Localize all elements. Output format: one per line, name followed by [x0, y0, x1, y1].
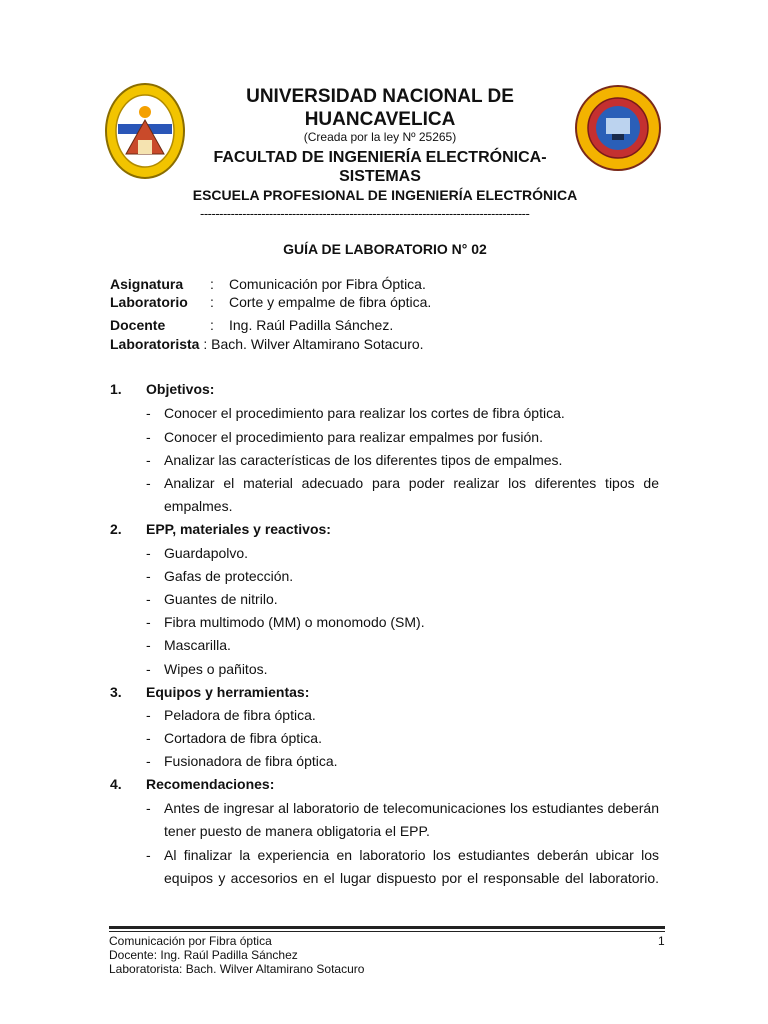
info-sep: : — [203, 336, 208, 352]
info-key: Docente — [110, 317, 166, 333]
section-number: 3. — [110, 684, 122, 700]
info-subject-value: Comunicación por Fibra Óptica. — [229, 276, 426, 292]
info-key: Laboratorista — [110, 336, 200, 352]
bullet: - — [146, 730, 151, 746]
info-key: Laboratorio — [110, 294, 188, 310]
section-title-equipment: Equipos y herramientas: — [146, 684, 310, 700]
section-title-objectives: Objetivos: — [146, 381, 215, 397]
list-item: Analizar el material adecuado para poder realizar los diferentes tipos de — [164, 475, 659, 491]
section-title-ppe: EPP, materiales y reactivos: — [146, 521, 331, 537]
bullet: - — [146, 475, 151, 491]
info-subject-sep: : — [210, 276, 214, 292]
bullet: - — [146, 614, 151, 630]
info-teacher-sep: : — [210, 317, 214, 333]
bullet: - — [146, 568, 151, 584]
list-item: Fibra multimodo (MM) o monomodo (SM). — [164, 614, 425, 630]
school-name: ESCUELA PROFESIONAL DE INGENIERÍA ELECTRÓNICA — [192, 187, 578, 203]
list-item: Mascarilla. — [164, 637, 231, 653]
section-number: 4. — [110, 776, 122, 792]
list-item: Gafas de protección. — [164, 568, 294, 584]
list-item: Guantes de nitrilo. — [164, 591, 278, 607]
info-lab-sep: : — [210, 294, 214, 310]
bullet: - — [146, 707, 151, 723]
bullet: - — [146, 661, 151, 677]
info-lab — [110, 294, 188, 310]
bullet: - — [146, 847, 151, 863]
faculty-name-line1: FACULTAD DE INGENIERÍA ELECTRÓNICA- — [213, 149, 547, 166]
bullet: - — [146, 429, 151, 445]
info-teacher — [110, 317, 165, 333]
section-number: 1. — [110, 381, 122, 397]
info-key: Asignatura — [110, 276, 184, 292]
info-teacher-value: Ing. Raúl Padilla Sánchez. — [229, 317, 394, 333]
university-seal-logo — [104, 82, 186, 180]
bullet: - — [146, 452, 151, 468]
university-name-line1: UNIVERSIDAD NACIONAL DE — [246, 86, 514, 107]
bullet: - — [146, 591, 151, 607]
list-item: Cortadora de fibra óptica. — [164, 730, 322, 746]
engineering-seal-logo — [574, 84, 662, 172]
footer-lab-tech: Laboratorista: Bach. Wilver Altamirano Sotacuro — [109, 962, 365, 976]
list-item: Peladora de fibra óptica. — [164, 707, 316, 723]
info-subject — [110, 276, 183, 292]
list-item-continuation: tener puesto de manera obligatoria el EPP. — [164, 823, 430, 839]
list-item: Conocer el procedimiento para realizar empalmes por fusión. — [164, 429, 543, 445]
university-name-line2: HUANCAVELICA — [304, 109, 456, 130]
section-title-recommendations: Recomendaciones: — [146, 776, 275, 792]
footer-rule-thick — [109, 926, 665, 929]
bullet: - — [146, 545, 151, 561]
guide-title: GUÍA DE LABORATORIO N° 02 — [283, 241, 487, 257]
list-item: Guardapolvo. — [164, 545, 249, 561]
footer-teacher: Docente: Ing. Raúl Padilla Sánchez — [109, 948, 298, 962]
faculty-name-line2: SISTEMAS — [339, 168, 421, 185]
footer-course: Comunicación por Fibra óptica — [109, 934, 272, 948]
list-item: Al finalizar la experiencia en laboratorio los estudiantes deberán ubicar los — [164, 847, 659, 863]
creation-note: (Creada por la ley Nº 25265) — [303, 130, 457, 144]
info-value: Bach. Wilver Altamirano Sotacuro. — [211, 336, 424, 352]
list-item-continuation: equipos y accesorios en el lugar dispuesto por el responsable del laboratorio. — [164, 870, 659, 886]
list-item: Antes de ingresar al laboratorio de telecomunicaciones los estudiantes deberán — [164, 800, 659, 816]
list-item: Wipes o pañitos. — [164, 661, 268, 677]
bullet: - — [146, 637, 151, 653]
list-item-continuation: empalmes. — [164, 498, 233, 514]
bullet: - — [146, 405, 151, 421]
list-item: Conocer el procedimiento para realizar los cortes de fibra óptica. — [164, 405, 565, 421]
bullet: - — [146, 800, 151, 816]
section-number: 2. — [110, 521, 122, 537]
info-lab-tech — [110, 336, 424, 352]
bullet: - — [146, 753, 151, 769]
info-lab-value: Corte y empalme de fibra óptica. — [229, 294, 432, 310]
page-number: 1 — [658, 934, 665, 948]
footer-rule-thin — [109, 931, 665, 932]
list-item: Analizar las características de los diferentes tipos de empalmes. — [164, 452, 563, 468]
header-separator: -------------------------------------------------------------------------------------- — [200, 206, 530, 221]
list-item: Fusionadora de fibra óptica. — [164, 753, 338, 769]
